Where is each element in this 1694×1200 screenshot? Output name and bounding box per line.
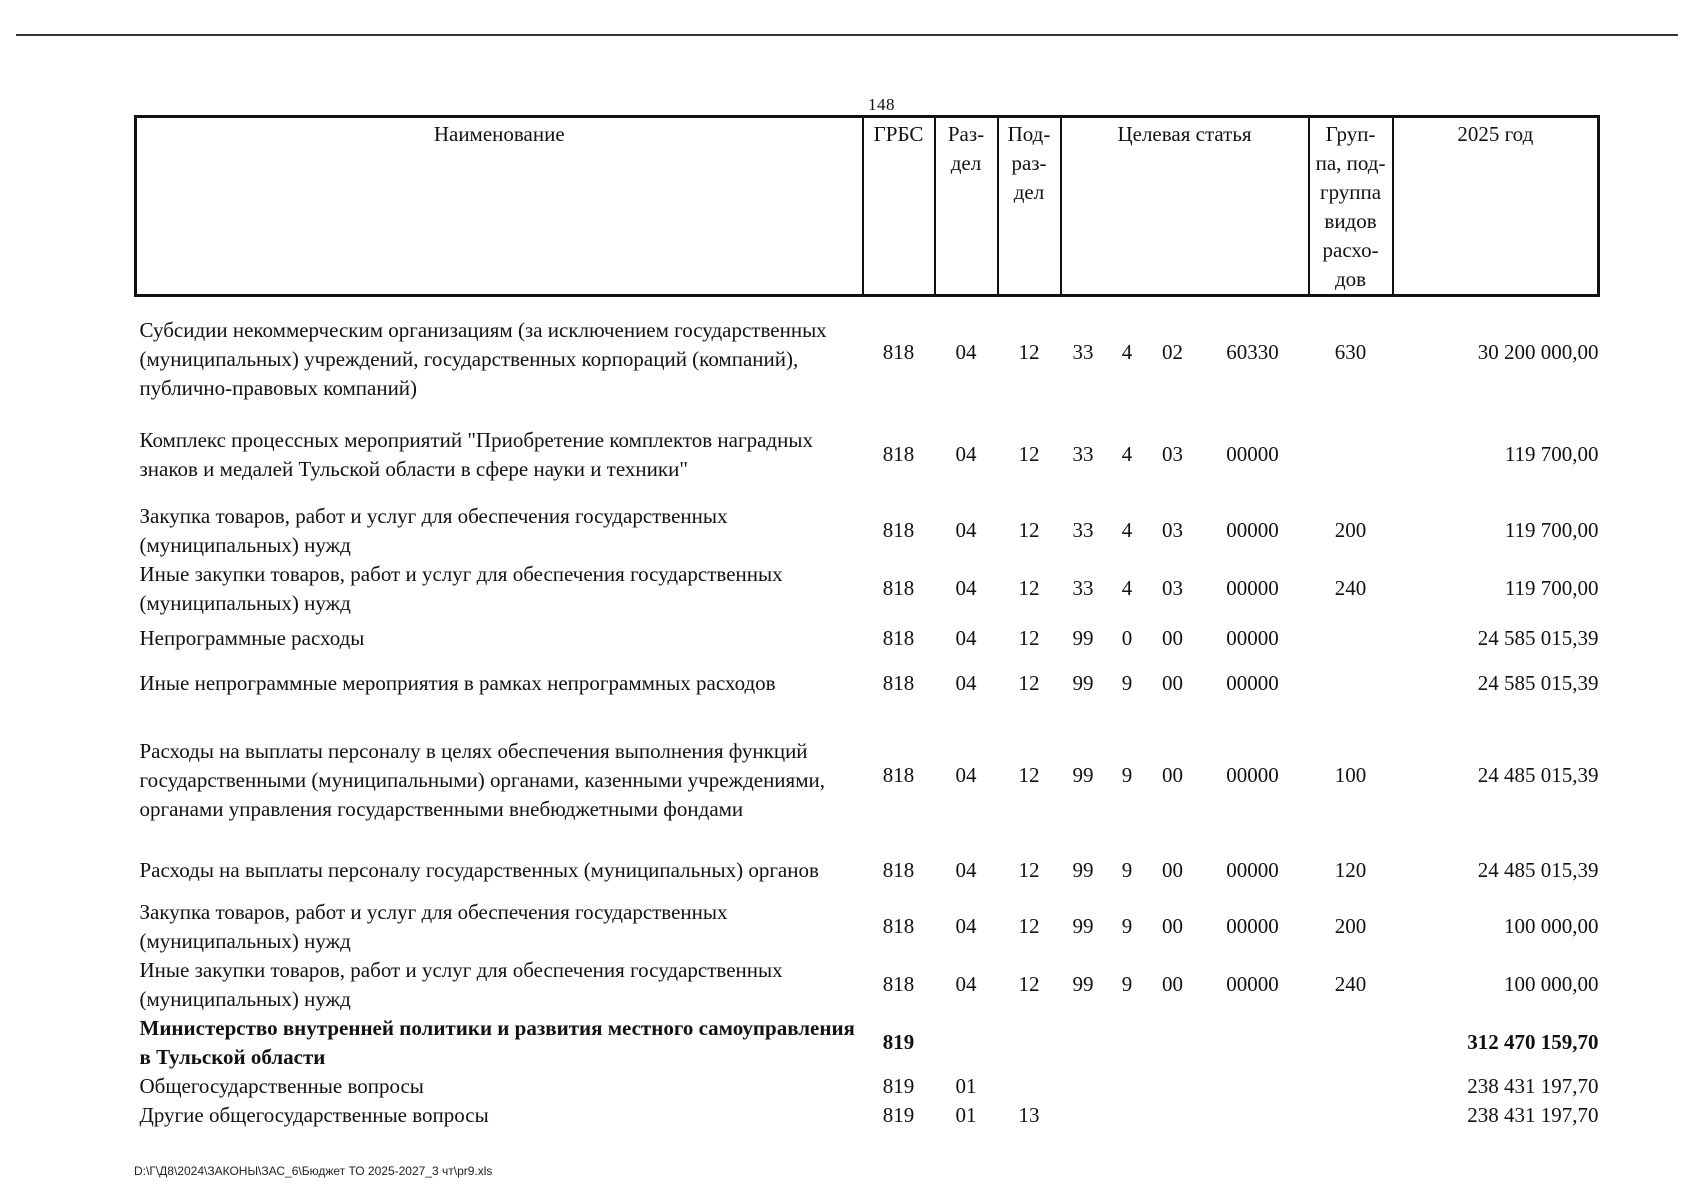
row-expense-group: 200 [1334, 518, 1367, 542]
table-body [136, 296, 1599, 1130]
header-razdel: Раз- дел [935, 117, 998, 296]
table-row [136, 708, 1599, 844]
row-podrazdel: 12 [1018, 442, 1040, 466]
row-podrazdel: 13 [1018, 1102, 1040, 1127]
row-target-direction: 00000 [1226, 858, 1279, 882]
row-target-program: 99 [1072, 671, 1094, 695]
budget-table-container [134, 115, 1597, 1130]
row-target-event [1149, 1014, 1197, 1072]
header-name: Наименование [136, 117, 863, 296]
table-row [136, 1072, 1599, 1101]
row-expense-group: 240 [1334, 576, 1367, 600]
row-target-subprogram: 9 [1121, 763, 1133, 787]
row-target-direction: 00000 [1226, 763, 1279, 787]
table-row [136, 660, 1599, 708]
row-target-direction: 00000 [1226, 671, 1279, 695]
row-target-direction: 00000 [1226, 576, 1279, 600]
row-target-event: 00 [1162, 671, 1183, 695]
row-grbs: 818 [882, 972, 915, 996]
row-name: Другие общегосударственные вопросы [139, 1102, 489, 1127]
row-razdel: 04 [955, 972, 977, 996]
row-sum-2025: 24 585 015,39 [1477, 671, 1599, 695]
row-target-program: 99 [1072, 763, 1094, 787]
row-grbs: 818 [882, 518, 915, 542]
row-target-subprogram: 4 [1121, 518, 1133, 542]
row-name: Расходы на выплаты персоналу в целях обеспечения выполнения функций государственными (муниципальными) органами, казенными учреждениями, органами управления государственными внебюджетными фондами [139, 739, 825, 821]
row-target-event: 03 [1162, 576, 1183, 600]
row-sum-2025: 100 000,00 [1504, 914, 1599, 938]
row-expense-group: 630 [1334, 339, 1367, 364]
row-target-subprogram: 4 [1121, 339, 1133, 364]
row-target-subprogram [1106, 1014, 1149, 1072]
row-razdel: 01 [955, 1073, 977, 1098]
row-target-event: 00 [1162, 858, 1183, 882]
table-row [136, 618, 1599, 660]
row-target-program: 99 [1072, 972, 1094, 996]
row-target-subprogram: 9 [1121, 858, 1133, 882]
row-sum-2025: 238 431 197,70 [1467, 1073, 1599, 1098]
row-expense-group [1309, 660, 1393, 708]
row-target-program: 99 [1072, 858, 1094, 882]
row-grbs: 818 [882, 442, 915, 466]
row-target-subprogram [1106, 1101, 1149, 1130]
row-expense-group [1309, 1014, 1393, 1072]
row-target-direction [1197, 1072, 1309, 1101]
row-podrazdel: 12 [1018, 576, 1040, 600]
table-header [136, 117, 1599, 296]
row-target-subprogram [1106, 1072, 1149, 1101]
row-grbs: 819 [882, 1073, 915, 1098]
row-target-subprogram: 9 [1121, 671, 1133, 695]
row-grbs: 818 [882, 763, 915, 787]
header-podrazdel: Под- раз- дел [998, 117, 1061, 296]
table-row [136, 560, 1599, 618]
row-expense-group: 100 [1334, 763, 1367, 787]
row-name: Непрограммные расходы [139, 626, 365, 650]
row-target-event [1149, 1072, 1197, 1101]
row-grbs: 819 [882, 1102, 915, 1127]
row-podrazdel [998, 1072, 1061, 1101]
row-expense-group: 200 [1334, 914, 1367, 938]
table-row [136, 844, 1599, 898]
page-number: 148 [868, 95, 895, 114]
row-grbs: 818 [882, 671, 915, 695]
row-podrazdel: 12 [1018, 763, 1040, 787]
row-target-program: 33 [1072, 576, 1094, 600]
row-target-event: 03 [1162, 518, 1183, 542]
header-row [136, 117, 1599, 296]
row-name: Иные непрограммные мероприятия в рамках непрограммных расходов [139, 671, 776, 695]
row-razdel: 04 [955, 626, 977, 650]
row-podrazdel: 12 [1018, 626, 1040, 650]
row-target-direction: 00000 [1226, 914, 1279, 938]
top-rule [16, 34, 1678, 36]
row-name: Закупка товаров, работ и услуг для обеспечения государственных (муниципальных) нужд [139, 503, 728, 557]
row-sum-2025: 119 700,00 [1504, 576, 1599, 600]
row-expense-group [1309, 408, 1393, 502]
row-target-direction [1197, 1101, 1309, 1130]
row-razdel: 04 [955, 339, 977, 364]
row-sum-2025: 119 700,00 [1504, 442, 1599, 466]
row-sum-2025: 24 485 015,39 [1477, 763, 1599, 787]
row-razdel: 01 [955, 1102, 977, 1127]
row-expense-group: 120 [1334, 858, 1367, 882]
row-name: Субсидии некоммерческим организациям (за исключением государственных (муниципальных) учреждений, государственных корпораций (компаний), публично-правовых компаний) [139, 317, 827, 400]
row-target-event: 00 [1162, 763, 1183, 787]
row-target-subprogram: 4 [1121, 576, 1133, 600]
row-target-event: 03 [1162, 442, 1183, 466]
row-expense-group [1309, 1072, 1393, 1101]
row-sum-2025: 24 585 015,39 [1477, 626, 1599, 650]
row-razdel: 04 [955, 914, 977, 938]
row-target-direction: 00000 [1226, 442, 1279, 466]
row-grbs: 818 [882, 914, 915, 938]
row-name: Комплекс процессных мероприятий "Приобретение комплектов наградных знаков и медалей Тульской области в сфере науки и техники" [139, 427, 813, 481]
row-target-direction: 00000 [1226, 518, 1279, 542]
row-target-program [1061, 1072, 1106, 1101]
row-podrazdel: 12 [1018, 972, 1040, 996]
row-grbs: 819 [882, 1030, 915, 1054]
row-name: Иные закупки товаров, работ и услуг для обеспечения государственных (муниципальных) нужд [139, 957, 783, 1011]
header-expense-group: Груп- па, под- группа видов расхо- дов [1309, 117, 1393, 296]
table-row [136, 956, 1599, 1014]
footer-file-path: D:\Г\Д8\2024\ЗАКОНЫ\ЗАС_6\Бюджет ТО 2025-2027_3 чт\pr9.xls [134, 1164, 493, 1178]
row-target-event: 00 [1162, 972, 1183, 996]
row-sum-2025: 238 431 197,70 [1467, 1102, 1599, 1127]
row-target-event [1149, 1101, 1197, 1130]
row-razdel: 04 [955, 671, 977, 695]
row-grbs: 818 [882, 576, 915, 600]
row-target-direction [1197, 1014, 1309, 1072]
row-name: Иные закупки товаров, работ и услуг для обеспечения государственных (муниципальных) нужд [139, 561, 783, 615]
row-target-program [1061, 1014, 1106, 1072]
table-row [136, 408, 1599, 502]
row-expense-group [1309, 618, 1393, 660]
row-name: Министерство внутренней политики и развития местного самоуправления в Тульской области [139, 1015, 855, 1069]
row-target-direction: 60330 [1226, 339, 1279, 364]
table-row [136, 1101, 1599, 1130]
row-sum-2025: 24 485 015,39 [1477, 858, 1599, 882]
row-target-direction: 00000 [1226, 626, 1279, 650]
row-name: Общегосударственные вопросы [139, 1073, 424, 1098]
row-target-program: 99 [1072, 914, 1094, 938]
row-target-subprogram: 9 [1121, 972, 1133, 996]
row-sum-2025: 312 470 159,70 [1467, 1030, 1599, 1054]
row-target-program: 33 [1072, 518, 1094, 542]
row-razdel: 04 [955, 442, 977, 466]
table-row [136, 898, 1599, 956]
row-razdel [935, 1014, 998, 1072]
row-podrazdel: 12 [1018, 518, 1040, 542]
row-sum-2025: 100 000,00 [1504, 972, 1599, 996]
row-target-program: 99 [1072, 626, 1094, 650]
header-target-article: Целевая статья [1061, 117, 1309, 296]
row-podrazdel: 12 [1018, 914, 1040, 938]
row-podrazdel: 12 [1018, 858, 1040, 882]
row-razdel: 04 [955, 518, 977, 542]
row-target-event: 02 [1162, 339, 1183, 364]
row-sum-2025: 119 700,00 [1504, 518, 1599, 542]
row-razdel: 04 [955, 763, 977, 787]
row-target-subprogram: 4 [1121, 442, 1133, 466]
row-expense-group: 240 [1334, 972, 1367, 996]
row-target-event: 00 [1162, 914, 1183, 938]
table-row [136, 502, 1599, 560]
header-grbs: ГРБС [863, 117, 935, 296]
row-target-direction: 00000 [1226, 972, 1279, 996]
row-razdel: 04 [955, 576, 977, 600]
budget-table [134, 115, 1600, 1130]
row-target-event: 00 [1162, 626, 1183, 650]
row-target-subprogram: 0 [1121, 626, 1133, 650]
table-row [136, 296, 1599, 408]
row-razdel: 04 [955, 858, 977, 882]
row-podrazdel: 12 [1018, 339, 1040, 364]
header-year-2025: 2025 год [1393, 117, 1599, 296]
row-name: Закупка товаров, работ и услуг для обеспечения государственных (муниципальных) нужд [139, 899, 728, 953]
row-podrazdel: 12 [1018, 671, 1040, 695]
row-target-subprogram: 9 [1121, 914, 1133, 938]
row-expense-group [1309, 1101, 1393, 1130]
row-sum-2025: 30 200 000,00 [1477, 339, 1599, 364]
table-row [136, 1014, 1599, 1072]
row-target-program: 33 [1072, 339, 1094, 364]
row-grbs: 818 [882, 339, 915, 364]
row-target-program [1061, 1101, 1106, 1130]
row-grbs: 818 [882, 858, 915, 882]
row-podrazdel [998, 1014, 1061, 1072]
row-target-program: 33 [1072, 442, 1094, 466]
row-grbs: 818 [882, 626, 915, 650]
row-name: Расходы на выплаты персоналу государственных (муниципальных) органов [139, 858, 819, 882]
